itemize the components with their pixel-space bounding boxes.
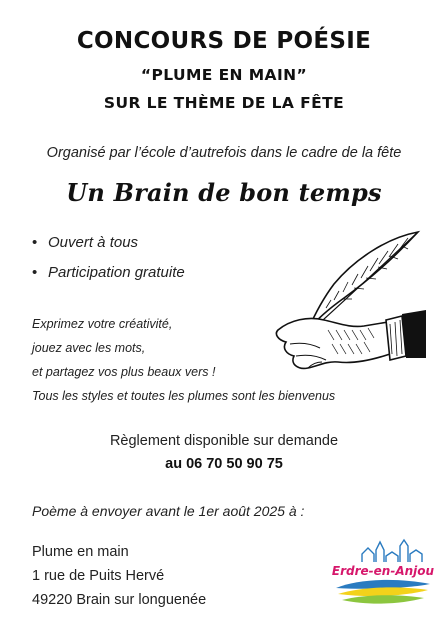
- invitation-line: et partagez vos plus beaux vers !: [32, 365, 216, 379]
- features-list: [32, 232, 185, 292]
- address-line: Plume en main: [32, 544, 129, 560]
- bullet-marker: •: [32, 264, 38, 281]
- erdre-en-anjou-logo: [330, 528, 436, 608]
- bullet-text: Ouvert à tous: [48, 234, 139, 251]
- list-item: [32, 232, 185, 262]
- bullet-marker: •: [32, 234, 38, 251]
- logo-text: Erdre-en-Anjou: [331, 564, 435, 578]
- poster-subtitle: “PLUME EN MAIN”: [140, 66, 308, 84]
- poster-theme: SUR LE THÈME DE LA FÊTE: [103, 94, 345, 112]
- address-line: 1 rue de Puits Hervé: [32, 568, 165, 584]
- invitation-line: Tous les styles et toutes les plumes sont les bienvenus: [32, 389, 336, 403]
- rules-text: Règlement disponible sur demande: [109, 433, 339, 449]
- bullet-text: Participation gratuite: [48, 264, 185, 281]
- invitation-text: [32, 314, 432, 410]
- list-item: [32, 262, 185, 292]
- event-name: Un Brain de bon temps: [66, 178, 382, 207]
- invitation-line: jouez avec les mots,: [32, 341, 146, 355]
- address-line: 49220 Brain sur longuenée: [32, 592, 207, 608]
- invitation-line: Exprimez votre créativité,: [32, 317, 173, 331]
- poster-title: CONCOURS DE POÉSIE: [76, 28, 372, 54]
- phone-number: au 06 70 50 90 75: [165, 456, 283, 472]
- organiser-line: Organisé par l’école d’autrefois dans le cadre de la fête: [46, 145, 402, 161]
- postal-address: [32, 542, 206, 614]
- deadline-text: Poème à envoyer avant le 1er août 2025 à :: [32, 503, 305, 519]
